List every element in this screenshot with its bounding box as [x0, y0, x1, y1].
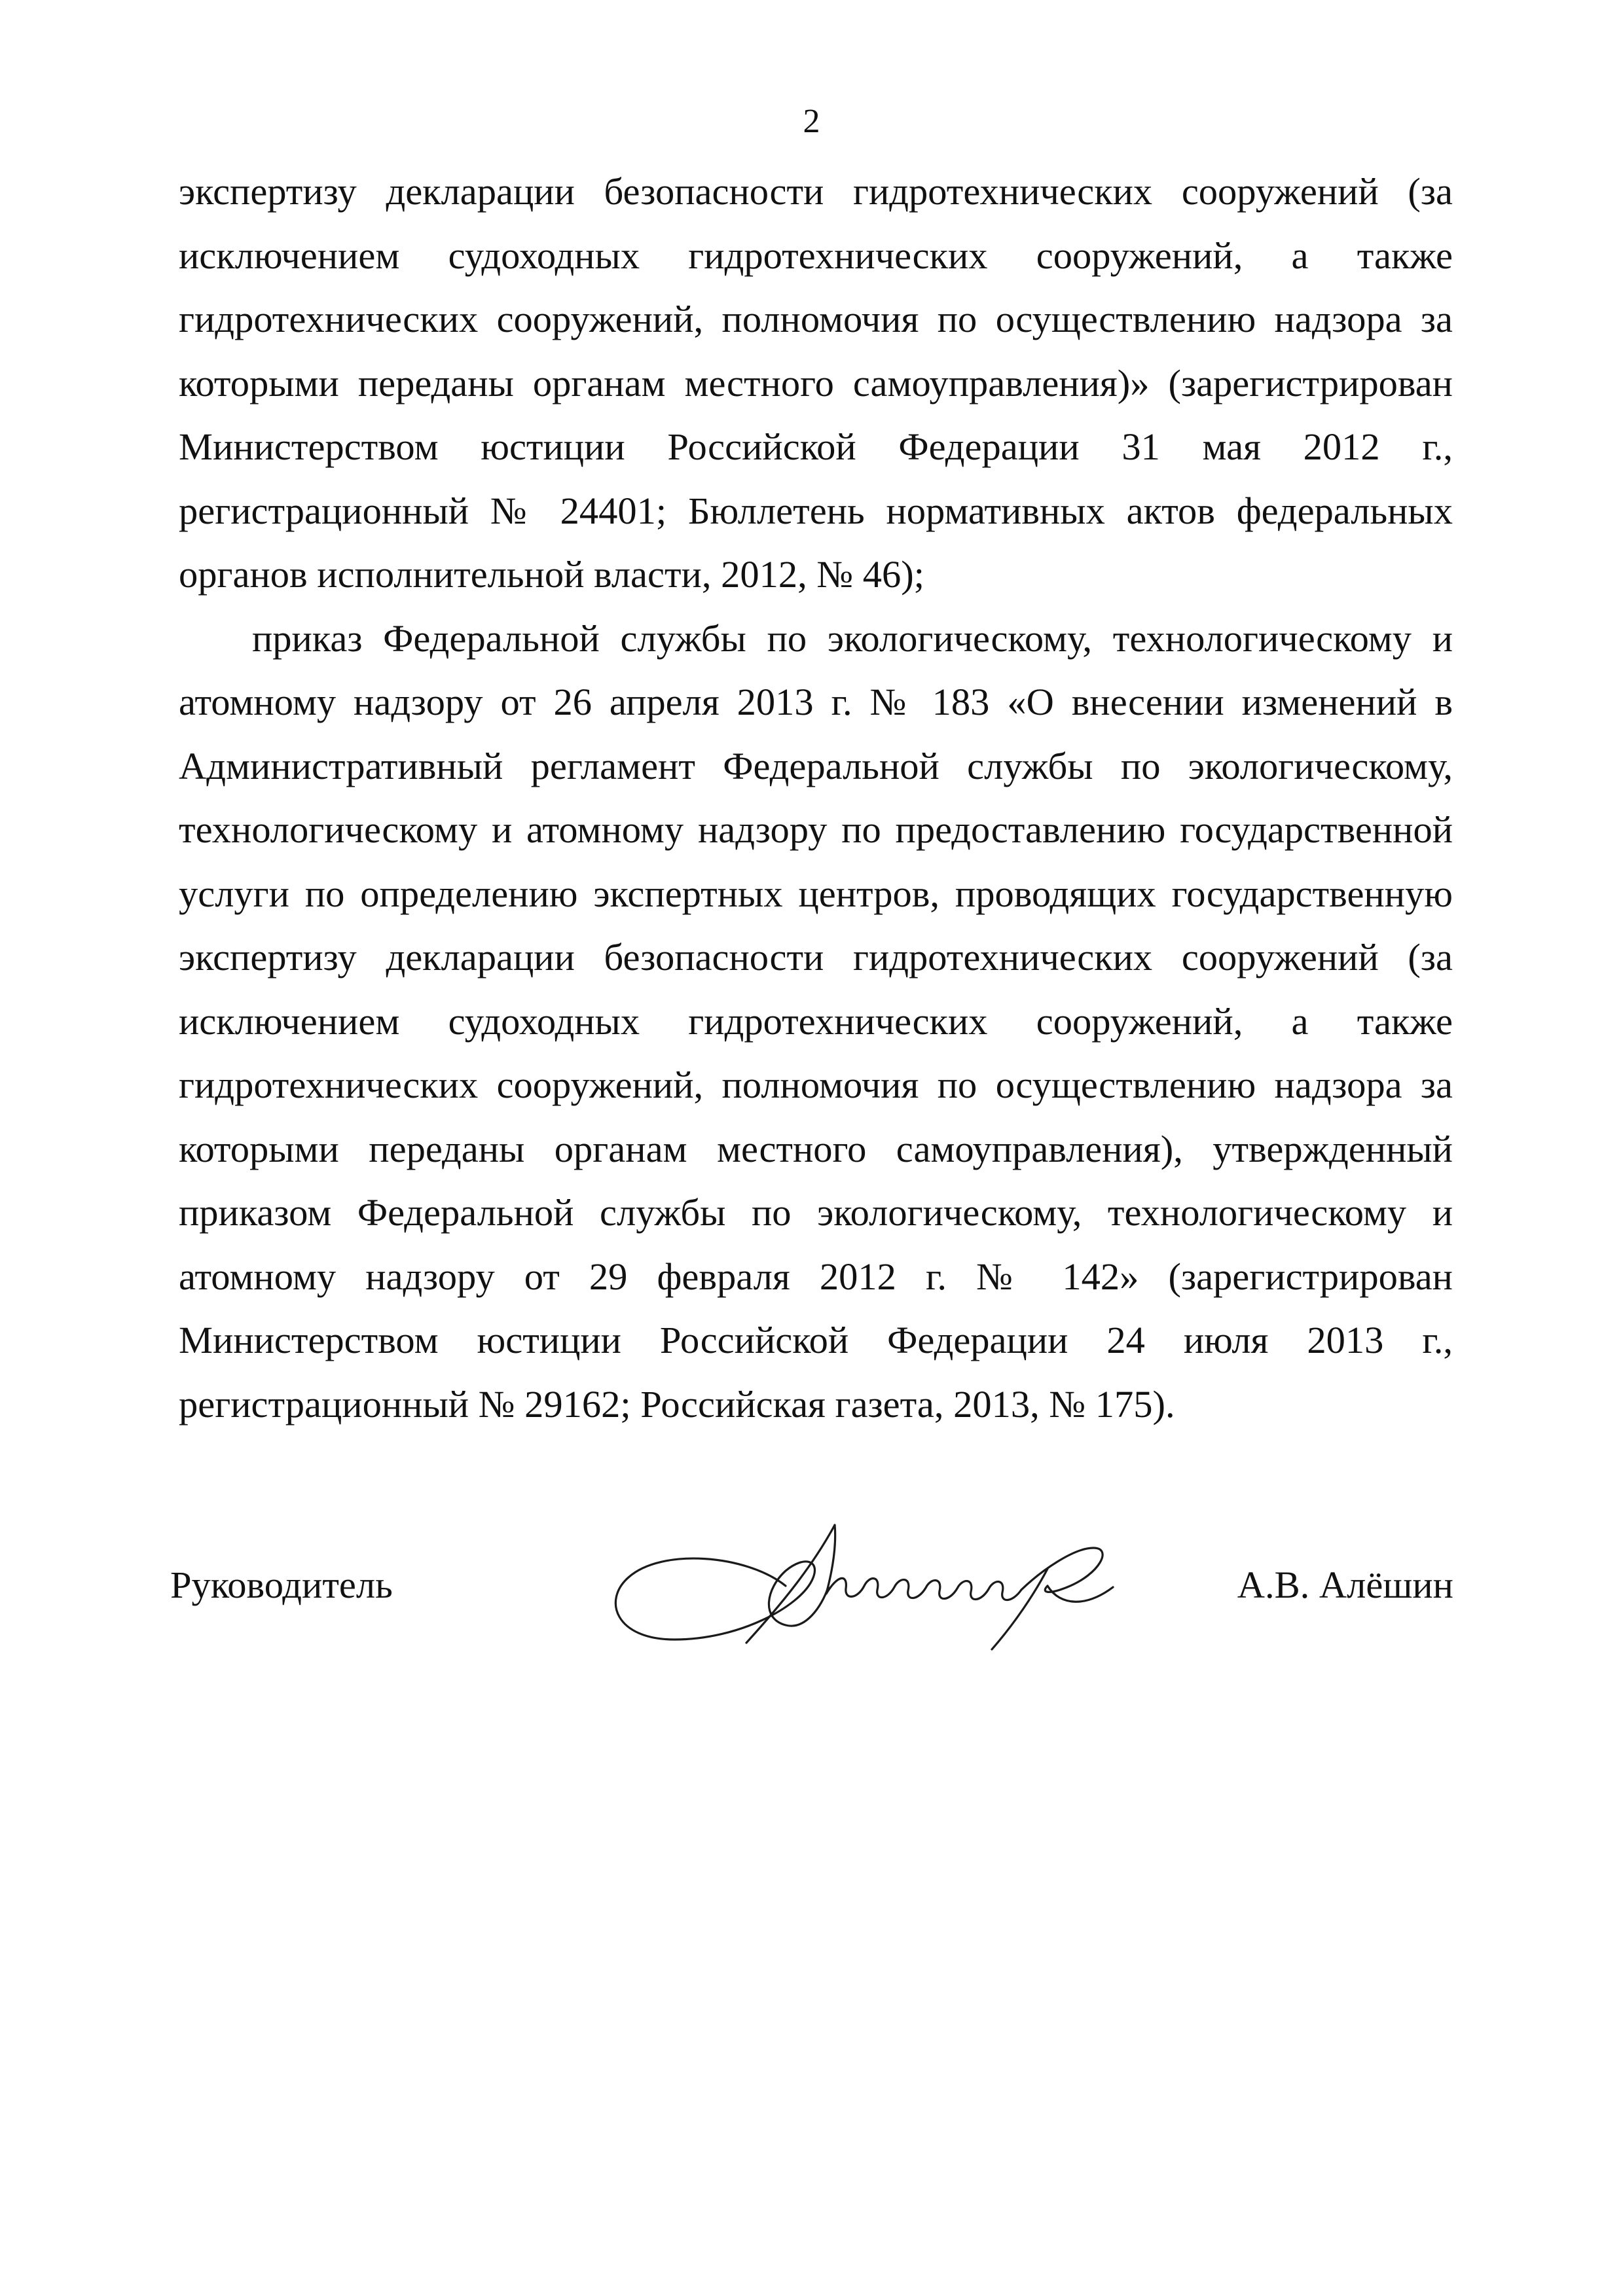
signer-name: А.В. Алёшин [1237, 1564, 1453, 1606]
paragraph-order-183: приказ Федеральной службы по экологическому, технологическому и атомному надзору от 26 апреля 2013 г. № 183 «О внесении изменений в Административный регламент Федеральной службы по экологическому, технологическому и атомному надзору по предоставлению государственной услуги по определению экспертных центров, проводящих государственную экспертизу декларации безопасности гидротехнических сооружений (за исключением судоходных гидротехнических сооружений, а также гидротехнических сооружений, полномочия по осуществлению надзора за которыми переданы органам местного самоуправления), утвержденный приказом Федеральной службы по экологическому, технологическому и атомному надзору от 29 февраля 2012 г. № 142» (зарегистрирован Министерством юстиции Российской Федерации 24 июля 2013 г., регистрационный № 29162; Российская газета, 2013, № 175). [179, 617, 1453, 1426]
handwritten-signature-icon [589, 1509, 1165, 1653]
signer-position: Руководитель [170, 1564, 393, 1606]
page-number: 2 [803, 103, 820, 140]
signature-block [170, 1509, 1453, 1653]
document-body [179, 160, 1453, 1436]
paragraph-continuation: экспертизу декларации безопасности гидротехнических сооружений (за исключением судоходных гидротехнических сооружений, а также гидротехнических сооружений, полномочия по осуществлению надзора за которыми переданы органам местного самоуправления)» (зарегистрирован Министерством юстиции Российской Федерации 31 мая 2012 г., регистрационный № 24401; Бюллетень нормативных актов федеральных органов исполнительной власти, 2012, № 46); [179, 170, 1453, 596]
